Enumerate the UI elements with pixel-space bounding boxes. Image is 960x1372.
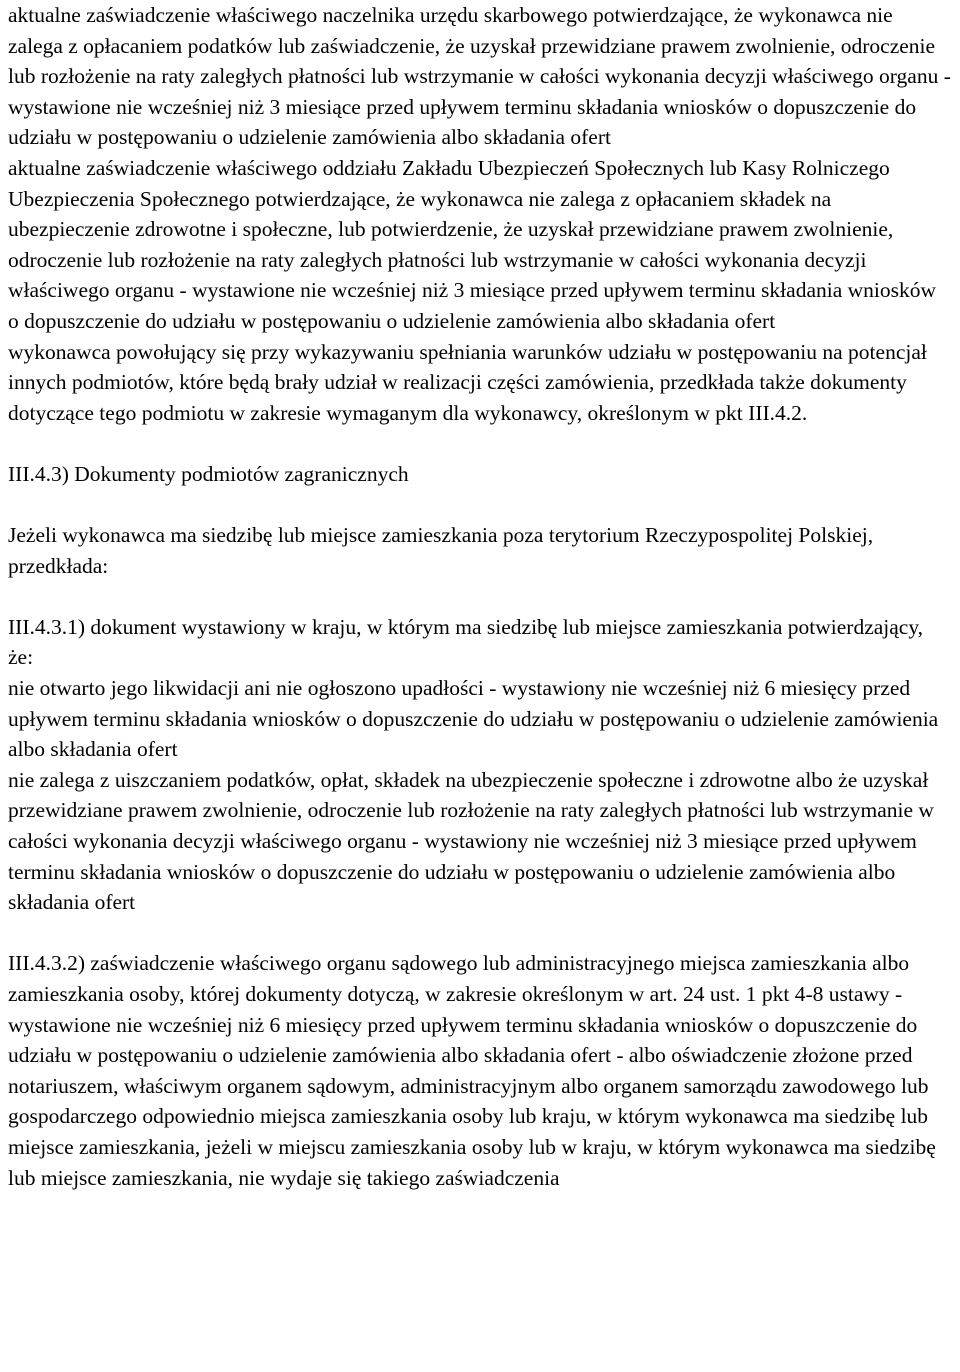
paragraph-zus-certificate: aktualne zaświadczenie właściwego oddziału Zakładu Ubezpieczeń Społecznych lub Kasy Rolniczego Ubezpieczenia Społecznego potwierdzające, że wykonawca nie zalega z opłacaniem składek na ubezpieczenie zdrowotne i społeczne, lub potwierdzenie, że uzyskał przewidziane prawem zwolnienie, odroczenie lub rozłożenie na raty zaległych płatności lub wstrzymanie w całości wykonania decyzji właściwego organu - wystawione nie wcześniej niż 3 miesiące przed upływem terminu składania wniosków o dopuszczenie do udziału w postępowaniu o udzielenie zamówienia albo składania ofert	[8, 155, 937, 333]
item-1-block	[8, 612, 952, 918]
spacer	[8, 490, 952, 521]
paragraph-tax-certificate: aktualne zaświadczenie właściwego naczelnika urzędu skarbowego potwierdzające, że wykonawca nie zalega z opłacaniem podatków lub zaświadczenie, że uzyskał przewidziane prawem zwolnienie, odroczenie lub rozłożenie na raty zaległych płatności lub wstrzymanie w całości wykonania decyzji właściwego organu - wystawione nie wcześniej niż 3 miesiące przed upływem terminu składania wniosków o dopuszczenie do udziału w postępowaniu o udzielenie zamówienia albo składania ofert	[8, 3, 951, 150]
section-intro: Jeżeli wykonawca ma siedzibę lub miejsce zamieszkania poza terytorium Rzeczypospolitej Polskiej, przedkłada:	[8, 523, 874, 578]
section-heading: III.4.3) Dokumenty podmiotów zagranicznych	[8, 461, 409, 486]
spacer	[8, 428, 952, 459]
section-intro-block	[8, 520, 952, 581]
item-1-heading: III.4.3.1) dokument wystawiony w kraju, w którym ma siedzibę lub miejsce zamieszkania potwierdzający, że:	[8, 614, 924, 670]
intro-block	[8, 0, 952, 428]
item-2-text: III.4.3.2) zaświadczenie właściwego organu sądowego lub administracyjnego miejsca zamieszkania albo zamieszkania osoby, której dokumenty dotyczą, w zakresie określonym w art. 24 ust. 1 pkt 4-8 ustawy - wystawione nie wcześniej niż 6 miesięcy przed upływem terminu składania wniosków o dopuszczenie do udziału w postępowaniu o udzielenie zamówienia albo składania ofert - albo oświadczenie złożone przed notariuszem, właściwym organem sądowym, administracyjnym albo organem samorządu zawodowego lub gospodarczego odpowiednio miejsca zamieszkania osoby lub kraju, w którym wykonawca ma siedzibę lub miejsce zamieszkania, jeżeli w miejscu zamieszkania osoby lub w kraju, w którym wykonawca ma siedzibę lub miejsce zamieszkania, nie wydaje się takiego zaświadczenia	[8, 951, 936, 1190]
item-1-taxes: nie zalega z uiszczaniem podatków, opłat, składek na ubezpieczenie społeczne i zdrowotne albo że uzyskał przewidziane prawem zwolnienie, odroczenie lub rozłożenie na raty zaległych płatności lub wstrzymanie w całości wykonania decyzji właściwego organu - wystawiony nie wcześniej niż 3 miesiące przed upływem terminu składania wniosków o dopuszczenie do udziału w postępowaniu o udzielenie zamówienia albo składania ofert	[8, 767, 934, 915]
section-heading-block	[8, 459, 952, 490]
spacer	[8, 918, 952, 949]
item-2-block	[8, 948, 952, 1193]
paragraph-other-entities: wykonawca powołujący się przy wykazywaniu spełniania warunków udziału w postępowaniu na potencjał innych podmiotów, które będą brały udział w realizacji części zamówienia, przedkłada także dokumenty dotyczące tego podmiotu w zakresie wymaganym dla wykonawcy, określonym w pkt III.4.2.	[8, 339, 927, 425]
item-1-liquidation: nie otwarto jego likwidacji ani nie ogłoszono upadłości - wystawiony nie wcześniej niż 6 miesięcy przed upływem terminu składania wniosków o dopuszczenie do udziału w postępowaniu o udzielenie zamówienia albo składania ofert	[8, 676, 939, 762]
spacer	[8, 581, 952, 612]
